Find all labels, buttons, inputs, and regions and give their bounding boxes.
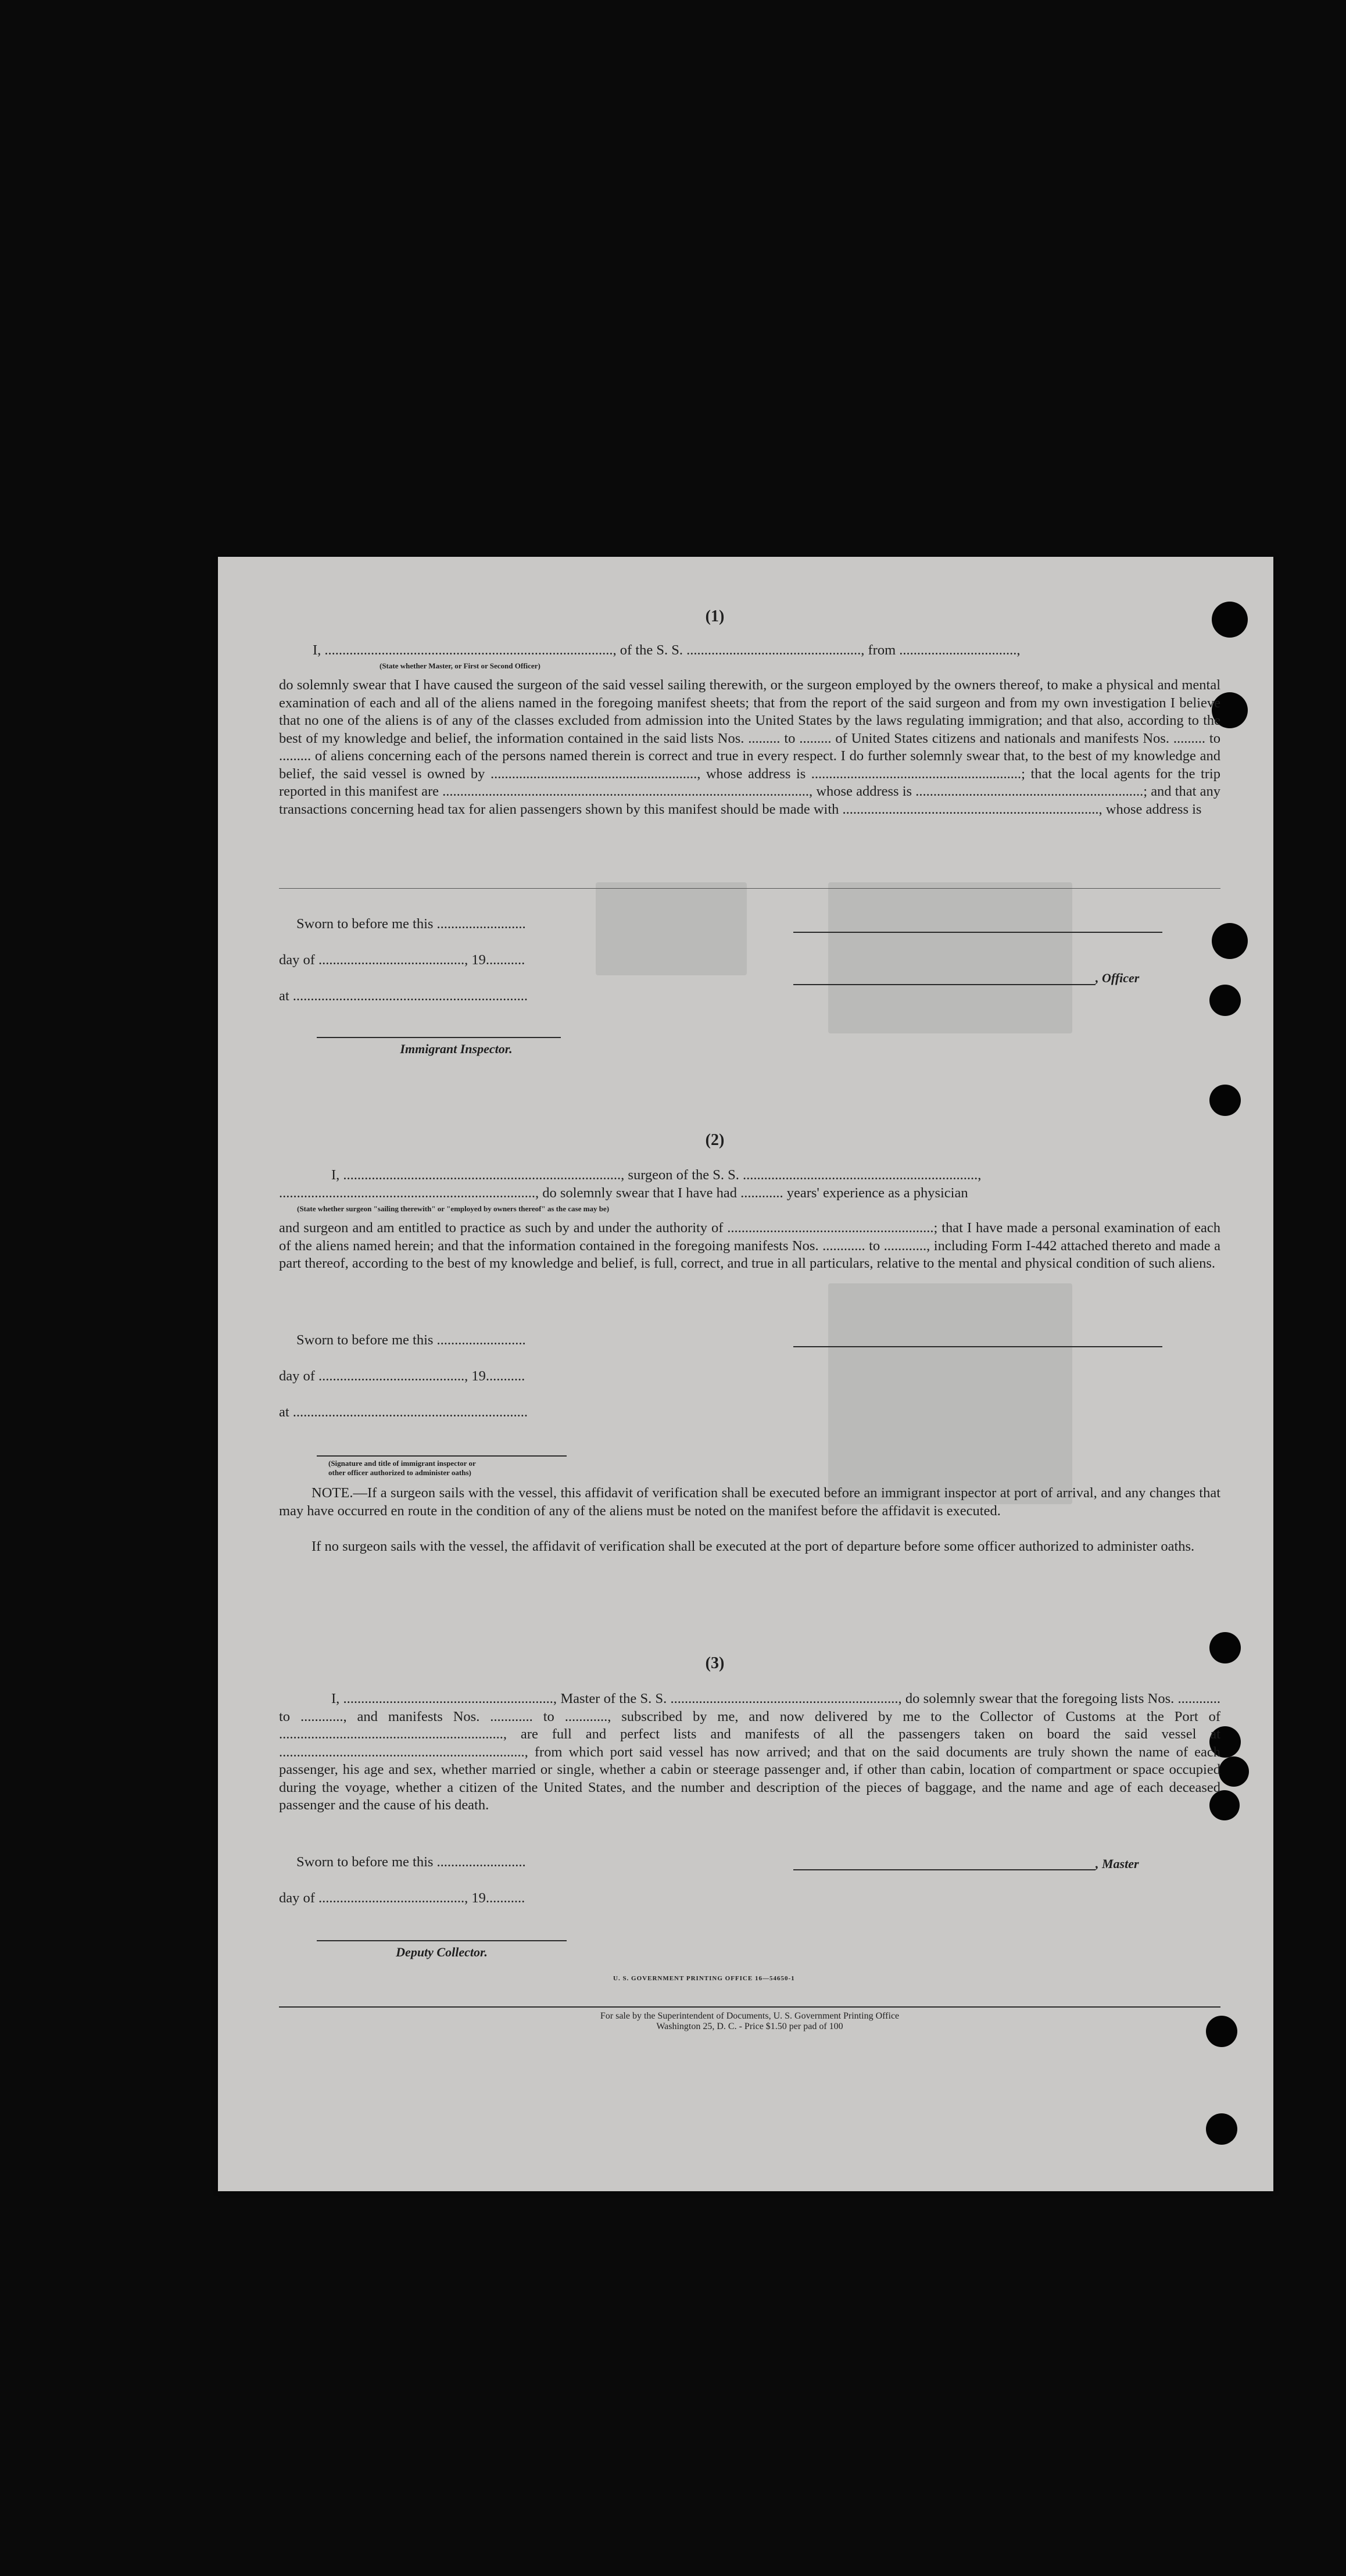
punch-hole [1206,2016,1237,2047]
deputy-collector-label: Deputy Collector. [396,1945,488,1959]
master-signature-line [793,1869,1096,1870]
day-line: day of ........................................., 19........... [279,1890,525,1906]
sworn-line: Sworn to before me this ......................... [296,916,526,932]
note-paragraph: If no surgeon sails with the vessel, the affidavit of verification shall be executed at the port of departure before some officer authorized to administer oaths. [312,1539,1195,1554]
inspector-signature-line [317,1455,567,1457]
show-through-mark [828,882,1072,1033]
punch-hole [1219,1756,1249,1787]
inspector-signature-line [317,1037,561,1038]
master-oath-body: do solemnly swear that I have caused the surgeon of the said vessel sailing therewith, or the surgeon employed by the owners thereof, to make a physical and mental examination of each and all of the aliens named in the foregoing manifest sheets; that from the report of the said surgeon and from my own investigation I believe that no one of the aliens is of any of the classes excluded from admission into the United States by the laws regulating immigration; and that also, according to the best of my knowledge and belief, the information contained in the said lists Nos. ......... to ......... of United States citizens and nationals and manifests Nos. ......... to ......... of aliens concerning each of the persons named therein is correct and true in every respect. I do further solemnly swear that, to the best of my knowledge and belief, the said vessel is owned by .........................................................., whose address is ...........................................................; that the local agents for the trip reported in this manifest are ......................................................................................................., whose address is ................................................................; and that any transactions concerning head tax for alien passengers shown by this manifest should be made with ........................................................................, whose address is [279,677,1220,817]
punch-hole [1206,2113,1237,2145]
surgeon-oath-line: I, .............................................................................., surgeon of the S. S. .................................................................., [331,1167,982,1183]
sworn-line: Sworn to before me this ......................... [296,1332,526,1348]
show-through-mark [828,1283,1072,1504]
officer-label: , Officer [1096,971,1140,985]
sale-notice-line-1: For sale by the Superintendent of Documents, U. S. Government Printing Office [600,2011,900,2021]
collector-oath-body: I, ..........................................................., Master of the S. S. ................................................................, do solemnly swear that the foregoing lists Nos. ............ to ............, and manifests Nos. ............ to ............, subscribed by me, and now delivered by me to the Collector of Customs at the Port of ..............................................................., are full and perfect lists and manifests of all the passengers taken on board the said vessel at ....................................................................., from which port said vessel has now arrived; and that on the said documents are truly shown the name of each passenger, his age and sex, whether married or single, whether a cabin or steerage passenger and, if other than cabin, location of compartment or space occupied during the voyage, whether a citizen of the United States, and the number and description of the pieces of baggage, and the name and age of each deceased passenger and the cause of his death. [279,1691,1220,1813]
immigrant-inspector-label: Immigrant Inspector. [400,1042,513,1056]
note-paragraph: NOTE.—If a surgeon sails with the vessel, this affidavit of verification shall be executed before an immigrant inspector at port of arrival, and any changes that may have occurred en route in the condition of any of the aliens must be noted on the manifest before the affidavit is executed. [279,1485,1220,1519]
section-1-number: (1) [705,607,725,625]
sale-notice-line-2: Washington 25, D. C. - Price $1.50 per pad of 100 [656,2022,843,2031]
surgeon-oath-body: and surgeon and am entitled to practice as such by and under the authority of ..........................................................; that I have made a personal examination of each of the aliens named herein; and that the information contained in the foregoing manifests Nos. ............ to ............, including Form I-442 attached thereto and made a part thereof, according to the best of my knowledge and belief, is full, correct, and true in all particulars, relative to the mental and physical condition of such aliens. [279,1220,1220,1271]
punch-hole [1209,1085,1241,1116]
master-oath-line: I, ................................................................................., of the S. S. ................................................., from ................................., [313,642,1021,658]
at-line: at .................................................................. [279,988,528,1004]
signature-caption: (Signature and title of immigrant inspector or [328,1459,476,1468]
master-title-caption: (State whether Master, or First or Second Officer) [380,661,540,670]
sworn-line: Sworn to before me this ......................... [296,1854,526,1870]
footer-rule [279,2006,1220,2008]
separator-line [279,888,1220,889]
officer-signature-line [793,984,1096,985]
punch-hole [1209,985,1241,1016]
day-line: day of ........................................., 19........... [279,952,525,968]
deputy-signature-line [317,1940,567,1941]
form-page [218,557,1273,2191]
punch-hole [1212,602,1248,638]
surgeon-status-caption: (State whether surgeon "sailing therewith" or "employed by owners thereof" as the case may be) [297,1204,610,1213]
punch-hole [1209,1632,1241,1663]
show-through-mark [596,882,747,975]
master-label: , Master [1096,1856,1139,1871]
punch-hole [1212,923,1248,959]
signature-caption: other officer authorized to administer oaths) [328,1468,471,1477]
signature-line [793,1346,1162,1347]
at-line: at .................................................................. [279,1404,528,1420]
signature-line [793,932,1162,933]
section-2-number: (2) [705,1131,725,1149]
gpo-imprint: U. S. GOVERNMENT PRINTING OFFICE 16—54650-1 [613,1975,795,1982]
surgeon-experience-line: ........................................................................, do solemnly swear that I have had ............ years' experience as a physician [279,1185,968,1201]
section-3-number: (3) [705,1654,725,1672]
day-line: day of ........................................., 19........... [279,1368,525,1384]
